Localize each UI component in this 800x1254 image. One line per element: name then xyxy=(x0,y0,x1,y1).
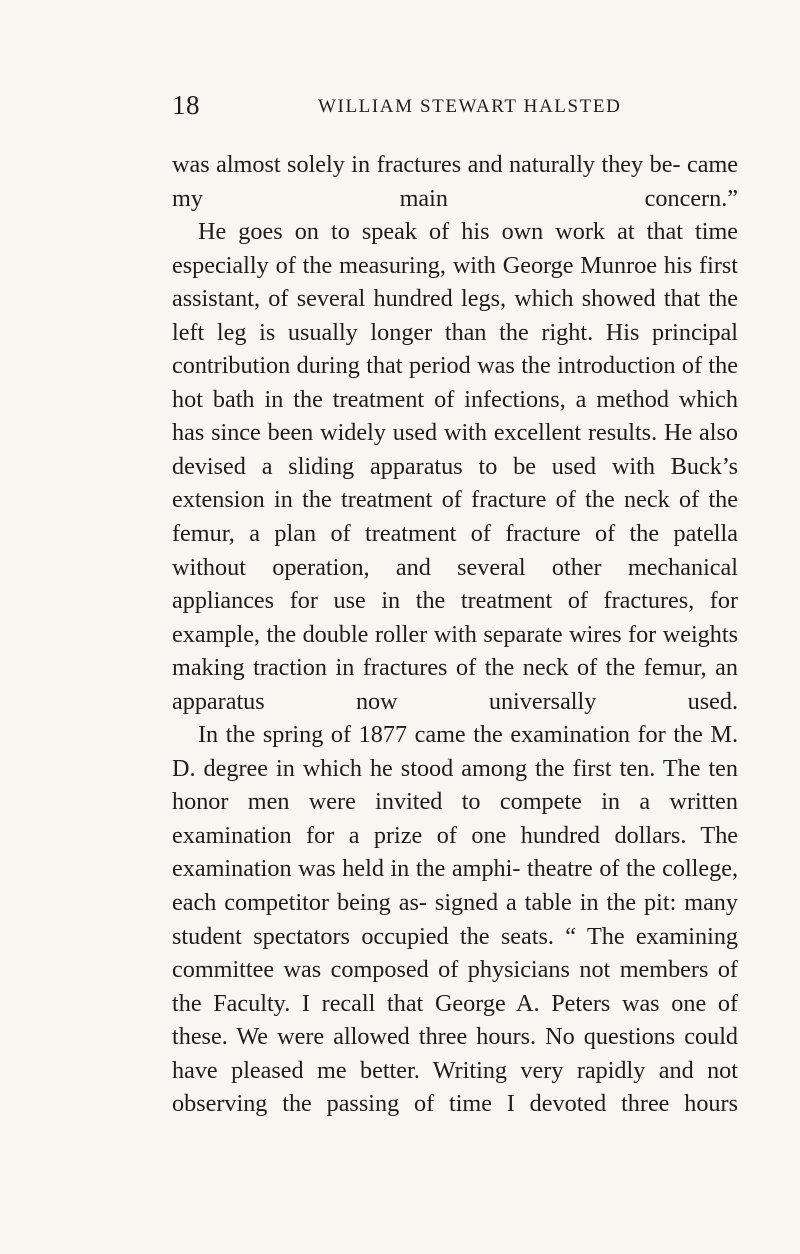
text-line: used with excellent results. He also devised a sliding xyxy=(172,419,738,480)
text-line: I recall that George A. Peters was one of these. We xyxy=(172,989,739,1051)
text-line: making traction in fractures of the neck of the femur, xyxy=(172,654,707,682)
text-line: operation, and several other mechanical appliances xyxy=(172,553,738,615)
text-line: his first assistant, of several hundred legs, which xyxy=(172,251,739,313)
text-line: of infections, a method which has since been widely xyxy=(172,385,738,447)
text-line: the double roller with separate wires for weights xyxy=(266,620,739,648)
text-line: ten. The ten honor men were invited to compete in xyxy=(172,754,739,816)
paragraph-examination xyxy=(172,718,738,1121)
text-line: the M. D. degree in which he stood among the first xyxy=(172,721,739,782)
text-line: was almost solely in fractures and naturally they be- xyxy=(172,151,681,178)
text-line: an apparatus now universally used. xyxy=(172,654,738,715)
text-line: right. His principal contribution during that period xyxy=(172,318,739,380)
text-line: He goes on to speak of his own work at that time xyxy=(198,218,738,246)
text-line: were allowed three hours. No questions could have xyxy=(172,1023,739,1084)
text-line: pleased me better. Writing very rapidly and not xyxy=(231,1056,738,1084)
text-line: a written examination for a prize of one hundred xyxy=(172,788,739,849)
text-line: signed a table in the pit: many student spectators xyxy=(172,889,738,950)
text-line: plan of treatment of fracture of the patella without xyxy=(172,520,738,581)
text-line: especially of the measuring, with George Munroe xyxy=(172,251,657,279)
paragraph-contributions xyxy=(172,215,738,718)
text-line: observing the passing of time I devoted three hours xyxy=(172,1090,738,1118)
running-title: WILLIAM STEWART HALSTED xyxy=(318,96,622,117)
paragraph-continuation xyxy=(172,148,738,215)
text-line: was the introduction of the hot bath in the treatment xyxy=(172,352,738,413)
body-text xyxy=(172,148,738,1121)
text-line: came my main concern.” xyxy=(172,151,739,212)
page-number: 18 xyxy=(172,90,200,120)
text-line: occupied the seats. “ The examining committee was xyxy=(172,922,739,984)
text-line: In the spring of 1877 came the examination for xyxy=(198,721,666,749)
text-line: dollars. The examination was held in the amphi- xyxy=(172,821,739,883)
text-line: treatment of fracture of the neck of the femur, a xyxy=(172,486,739,548)
text-line: apparatus to be used with Buck’s extension in the xyxy=(172,452,738,514)
text-line: composed of physicians not members of the Faculty. xyxy=(172,956,738,1017)
text-line: showed that the left leg is usually longer than the xyxy=(172,285,738,346)
text-line: theatre of the college, each competitor being as- xyxy=(172,855,738,917)
text-line: for use in the treatment of fractures, for example, xyxy=(172,587,739,648)
